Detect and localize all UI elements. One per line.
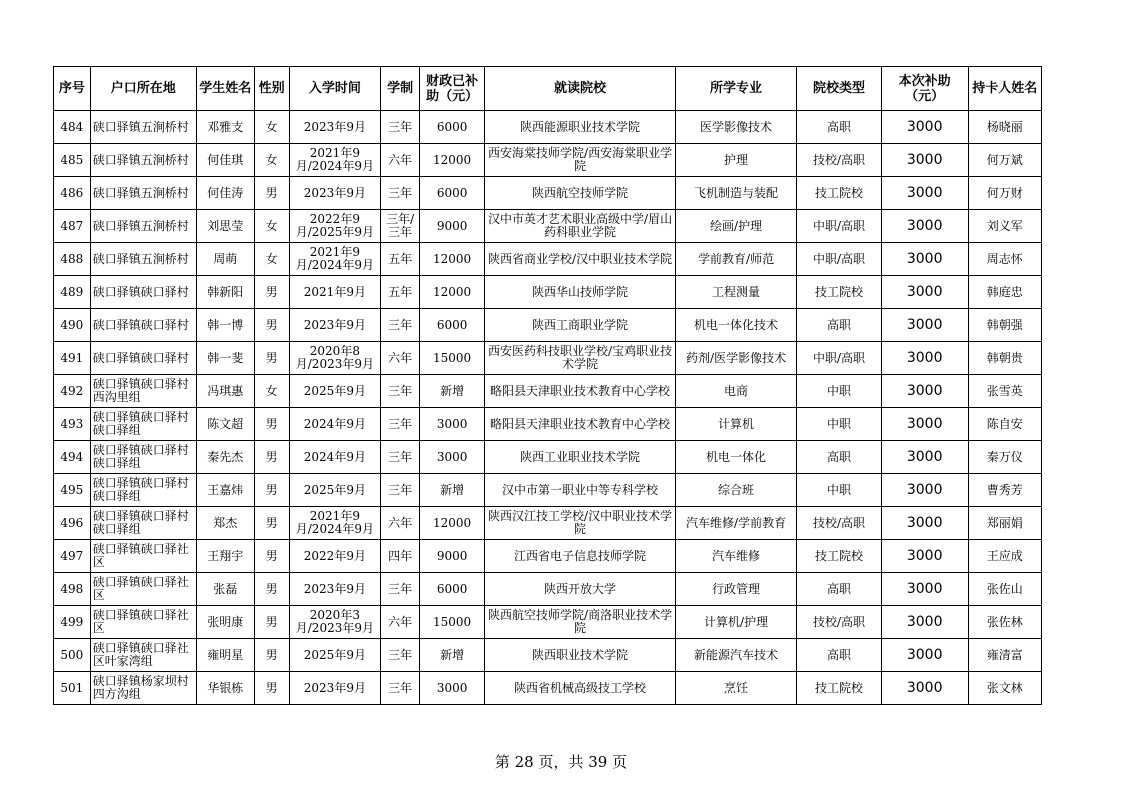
- cell-residence: 硖口驿镇硖口驿村西沟里组: [90, 375, 196, 408]
- cell-student-name: 韩新阳: [196, 276, 254, 309]
- cell-current-subsidy: 3000: [881, 672, 968, 705]
- cell-major: 新能源汽车技术: [675, 639, 796, 672]
- cell-school: 略阳县天津职业技术教育中心学校: [485, 375, 676, 408]
- cell-school-type: 中职: [797, 375, 882, 408]
- cell-residence: 硖口驿镇硖口驿社区叶家湾组: [90, 639, 196, 672]
- cell-cardholder: 郑丽娟: [968, 507, 1042, 540]
- cell-school: 汉中市第一职业中等专科学校: [485, 474, 676, 507]
- cell-enroll-date: 2021年9月: [289, 276, 381, 309]
- table-row: [54, 342, 1042, 375]
- cell-enroll-date: 2024年9月: [289, 408, 381, 441]
- page-footer: 第 28 页，共 39 页: [494, 753, 628, 771]
- cell-current-subsidy: 3000: [881, 639, 968, 672]
- cell-enroll-date: 2021年9月/2024年9月: [289, 243, 381, 276]
- cell-major: 汽车维修: [675, 540, 796, 573]
- cell-enroll-date: 2022年9月: [289, 540, 381, 573]
- cell-index: 488: [54, 243, 91, 276]
- cell-current-subsidy: 3000: [881, 144, 968, 177]
- cell-index: 499: [54, 606, 91, 639]
- cell-index: 495: [54, 474, 91, 507]
- cell-index: 485: [54, 144, 91, 177]
- cell-major: 学前教育/师范: [675, 243, 796, 276]
- cell-gender: 女: [254, 144, 289, 177]
- cell-cardholder: 秦万仪: [968, 441, 1042, 474]
- cell-cardholder: 曹秀芳: [968, 474, 1042, 507]
- cell-major: 药剂/医学影像技术: [675, 342, 796, 375]
- cell-duration: 三年: [381, 474, 420, 507]
- cell-index: 486: [54, 177, 91, 210]
- cell-residence: 硖口驿镇硖口驿村硖口驿组: [90, 408, 196, 441]
- table-row: [54, 441, 1042, 474]
- cell-residence: 硖口驿镇五涧桥村: [90, 210, 196, 243]
- cell-residence: 硖口驿镇硖口驿社区: [90, 606, 196, 639]
- cell-enroll-date: 2023年9月: [289, 573, 381, 606]
- table-row: [54, 540, 1042, 573]
- cell-index: 496: [54, 507, 91, 540]
- cell-subsidized: 3000: [419, 441, 484, 474]
- cell-current-subsidy: 3000: [881, 342, 968, 375]
- cell-cardholder: 刘义军: [968, 210, 1042, 243]
- cell-enroll-date: 2025年9月: [289, 639, 381, 672]
- cell-student-name: 张明康: [196, 606, 254, 639]
- cell-gender: 男: [254, 573, 289, 606]
- cell-cardholder: 张雪英: [968, 375, 1042, 408]
- cell-major: 医学影像技术: [675, 111, 796, 144]
- cell-current-subsidy: 3000: [881, 507, 968, 540]
- table-body: [54, 111, 1042, 705]
- cell-cardholder: 何万财: [968, 177, 1042, 210]
- cell-gender: 女: [254, 210, 289, 243]
- cell-school: 西安医药科技职业学校/宝鸡职业技术学院: [485, 342, 676, 375]
- cell-residence: 硖口驿镇五涧桥村: [90, 243, 196, 276]
- cell-enroll-date: 2023年9月: [289, 111, 381, 144]
- table-row: [54, 210, 1042, 243]
- cell-student-name: 冯琪惠: [196, 375, 254, 408]
- cell-residence: 硖口驿镇硖口驿村: [90, 342, 196, 375]
- cell-residence: 硖口驿镇硖口驿村: [90, 309, 196, 342]
- col-header-school: 就读院校: [485, 67, 676, 111]
- cell-major: 工程测量: [675, 276, 796, 309]
- table-row: [54, 309, 1042, 342]
- cell-student-name: 周萌: [196, 243, 254, 276]
- cell-school: 陕西工商职业学院: [485, 309, 676, 342]
- cell-subsidized: 12000: [419, 243, 484, 276]
- cell-residence: 硖口驿镇杨家坝村四方沟组: [90, 672, 196, 705]
- cell-current-subsidy: 3000: [881, 408, 968, 441]
- cell-current-subsidy: 3000: [881, 606, 968, 639]
- cell-enroll-date: 2021年9月/2024年9月: [289, 144, 381, 177]
- cell-duration: 五年: [381, 276, 420, 309]
- cell-school-type: 中职: [797, 474, 882, 507]
- cell-cardholder: 陈自安: [968, 408, 1042, 441]
- table-row: [54, 408, 1042, 441]
- cell-residence: 硖口驿镇五涧桥村: [90, 177, 196, 210]
- cell-school: 陕西职业技术学院: [485, 639, 676, 672]
- cell-school: 略阳县天津职业技术教育中心学校: [485, 408, 676, 441]
- cell-gender: 男: [254, 672, 289, 705]
- col-header-subsidized: 财政已补助（元）: [419, 67, 484, 111]
- header-row: [54, 67, 1042, 111]
- cell-school-type: 高职: [797, 573, 882, 606]
- cell-school: 西安海棠技师学院/西安海棠职业学院: [485, 144, 676, 177]
- cell-current-subsidy: 3000: [881, 177, 968, 210]
- cell-residence: 硖口驿镇硖口驿村硖口驿组: [90, 474, 196, 507]
- table-row: [54, 111, 1042, 144]
- cell-residence: 硖口驿镇硖口驿村硖口驿组: [90, 507, 196, 540]
- cell-duration: 三年: [381, 111, 420, 144]
- cell-duration: 六年: [381, 342, 420, 375]
- cell-gender: 女: [254, 375, 289, 408]
- cell-school: 陕西开放大学: [485, 573, 676, 606]
- cell-subsidized: 6000: [419, 573, 484, 606]
- cell-school: 汉中市英才艺术职业高级中学/眉山药科职业学院: [485, 210, 676, 243]
- cell-student-name: 秦先杰: [196, 441, 254, 474]
- cell-residence: 硖口驿镇硖口驿村: [90, 276, 196, 309]
- cell-subsidized: 15000: [419, 606, 484, 639]
- cell-subsidized: 3000: [419, 672, 484, 705]
- cell-student-name: 王嘉炜: [196, 474, 254, 507]
- cell-gender: 男: [254, 441, 289, 474]
- table-row: [54, 573, 1042, 606]
- cell-subsidized: 9000: [419, 210, 484, 243]
- cell-current-subsidy: 3000: [881, 540, 968, 573]
- cell-school-type: 技校/高职: [797, 606, 882, 639]
- cell-major: 烹饪: [675, 672, 796, 705]
- cell-school-type: 技校/高职: [797, 144, 882, 177]
- cell-duration: 四年: [381, 540, 420, 573]
- cell-school: 陕西工业职业技术学院: [485, 441, 676, 474]
- cell-student-name: 陈文超: [196, 408, 254, 441]
- cell-student-name: 韩一斐: [196, 342, 254, 375]
- col-header-gender: 性别: [254, 67, 289, 111]
- cell-current-subsidy: 3000: [881, 474, 968, 507]
- cell-cardholder: 张文林: [968, 672, 1042, 705]
- cell-school-type: 技工院校: [797, 540, 882, 573]
- cell-duration: 六年: [381, 144, 420, 177]
- cell-duration: 三年: [381, 573, 420, 606]
- cell-enroll-date: 2025年9月: [289, 474, 381, 507]
- cell-major: 行政管理: [675, 573, 796, 606]
- cell-current-subsidy: 3000: [881, 441, 968, 474]
- cell-student-name: 韩一博: [196, 309, 254, 342]
- cell-major: 护理: [675, 144, 796, 177]
- cell-index: 484: [54, 111, 91, 144]
- col-header-enroll-date: 入学时间: [289, 67, 381, 111]
- cell-duration: 三年: [381, 177, 420, 210]
- cell-school-type: 技校/高职: [797, 507, 882, 540]
- cell-duration: 三年/三年: [381, 210, 420, 243]
- cell-student-name: 王翔宇: [196, 540, 254, 573]
- cell-index: 494: [54, 441, 91, 474]
- cell-current-subsidy: 3000: [881, 573, 968, 606]
- cell-current-subsidy: 3000: [881, 375, 968, 408]
- cell-student-name: 雍明星: [196, 639, 254, 672]
- cell-index: 497: [54, 540, 91, 573]
- cell-subsidized: 6000: [419, 111, 484, 144]
- cell-index: 492: [54, 375, 91, 408]
- cell-enroll-date: 2022年9月/2025年9月: [289, 210, 381, 243]
- cell-cardholder: 王应成: [968, 540, 1042, 573]
- cell-index: 490: [54, 309, 91, 342]
- cell-enroll-date: 2023年9月: [289, 309, 381, 342]
- cell-current-subsidy: 3000: [881, 111, 968, 144]
- col-header-current-subsidy: 本次补助（元）: [881, 67, 968, 111]
- table-row: [54, 639, 1042, 672]
- cell-current-subsidy: 3000: [881, 210, 968, 243]
- cell-enroll-date: 2024年9月: [289, 441, 381, 474]
- cell-residence: 硖口驿镇硖口驿村硖口驿组: [90, 441, 196, 474]
- cell-gender: 男: [254, 342, 289, 375]
- col-header-school-type: 院校类型: [797, 67, 882, 111]
- cell-major: 飞机制造与装配: [675, 177, 796, 210]
- cell-school-type: 高职: [797, 639, 882, 672]
- cell-major: 计算机: [675, 408, 796, 441]
- cell-index: 489: [54, 276, 91, 309]
- cell-major: 机电一体化技术: [675, 309, 796, 342]
- cell-school: 陕西航空技师学院/商洛职业技术学院: [485, 606, 676, 639]
- table-row: [54, 177, 1042, 210]
- cell-index: 498: [54, 573, 91, 606]
- cell-student-name: 张磊: [196, 573, 254, 606]
- col-header-major: 所学专业: [675, 67, 796, 111]
- table-row: [54, 375, 1042, 408]
- cell-student-name: 何佳琪: [196, 144, 254, 177]
- cell-subsidized: 12000: [419, 507, 484, 540]
- cell-cardholder: 雍清富: [968, 639, 1042, 672]
- cell-subsidized: 新增: [419, 375, 484, 408]
- cell-enroll-date: 2023年9月: [289, 177, 381, 210]
- cell-cardholder: 韩朝强: [968, 309, 1042, 342]
- cell-student-name: 华银栋: [196, 672, 254, 705]
- cell-major: 汽车维修/学前教育: [675, 507, 796, 540]
- cell-school-type: 高职: [797, 441, 882, 474]
- cell-gender: 男: [254, 408, 289, 441]
- col-header-cardholder: 持卡人姓名: [968, 67, 1042, 111]
- cell-gender: 男: [254, 177, 289, 210]
- cell-duration: 六年: [381, 507, 420, 540]
- table-row: [54, 606, 1042, 639]
- col-header-student-name: 学生姓名: [196, 67, 254, 111]
- cell-student-name: 何佳涛: [196, 177, 254, 210]
- cell-gender: 男: [254, 606, 289, 639]
- table-row: [54, 144, 1042, 177]
- cell-school: 陕西能源职业技术学院: [485, 111, 676, 144]
- cell-school: 江西省电子信息技师学院: [485, 540, 676, 573]
- cell-school-type: 技工院校: [797, 177, 882, 210]
- cell-cardholder: 周志怀: [968, 243, 1042, 276]
- cell-residence: 硖口驿镇五涧桥村: [90, 144, 196, 177]
- cell-school: 陕西汉江技工学校/汉中职业技术学院: [485, 507, 676, 540]
- cell-major: 机电一体化: [675, 441, 796, 474]
- col-header-duration: 学制: [381, 67, 420, 111]
- cell-cardholder: 何万斌: [968, 144, 1042, 177]
- cell-cardholder: 韩朝贵: [968, 342, 1042, 375]
- col-header-residence: 户口所在地: [90, 67, 196, 111]
- cell-cardholder: 张佐山: [968, 573, 1042, 606]
- cell-cardholder: 杨晓丽: [968, 111, 1042, 144]
- cell-duration: 三年: [381, 672, 420, 705]
- cell-subsidized: 6000: [419, 309, 484, 342]
- cell-student-name: 刘思莹: [196, 210, 254, 243]
- cell-school-type: 高职: [797, 111, 882, 144]
- cell-major: 电商: [675, 375, 796, 408]
- cell-school: 陕西省机械高级技工学校: [485, 672, 676, 705]
- cell-gender: 男: [254, 276, 289, 309]
- cell-gender: 男: [254, 507, 289, 540]
- cell-duration: 三年: [381, 309, 420, 342]
- cell-duration: 三年: [381, 441, 420, 474]
- cell-residence: 硖口驿镇硖口驿社区: [90, 573, 196, 606]
- cell-gender: 女: [254, 111, 289, 144]
- cell-duration: 六年: [381, 606, 420, 639]
- cell-enroll-date: 2023年9月: [289, 672, 381, 705]
- cell-duration: 三年: [381, 408, 420, 441]
- cell-major: 绘画/护理: [675, 210, 796, 243]
- cell-index: 500: [54, 639, 91, 672]
- cell-residence: 硖口驿镇五涧桥村: [90, 111, 196, 144]
- cell-cardholder: 韩庭忠: [968, 276, 1042, 309]
- cell-index: 493: [54, 408, 91, 441]
- cell-subsidized: 3000: [419, 408, 484, 441]
- cell-school-type: 高职: [797, 309, 882, 342]
- cell-gender: 男: [254, 474, 289, 507]
- cell-duration: 五年: [381, 243, 420, 276]
- cell-school-type: 技工院校: [797, 276, 882, 309]
- cell-current-subsidy: 3000: [881, 309, 968, 342]
- cell-subsidized: 12000: [419, 144, 484, 177]
- cell-duration: 三年: [381, 639, 420, 672]
- table-row: [54, 474, 1042, 507]
- cell-gender: 女: [254, 243, 289, 276]
- cell-school-type: 中职/高职: [797, 210, 882, 243]
- cell-school-type: 中职/高职: [797, 342, 882, 375]
- cell-residence: 硖口驿镇硖口驿社区: [90, 540, 196, 573]
- cell-school-type: 技工院校: [797, 672, 882, 705]
- table-row: [54, 243, 1042, 276]
- col-header-index: 序号: [54, 67, 91, 111]
- cell-index: 501: [54, 672, 91, 705]
- cell-gender: 男: [254, 639, 289, 672]
- cell-index: 487: [54, 210, 91, 243]
- cell-school: 陕西省商业学校/汉中职业技术学院: [485, 243, 676, 276]
- cell-subsidized: 12000: [419, 276, 484, 309]
- cell-duration: 三年: [381, 375, 420, 408]
- cell-school-type: 中职/高职: [797, 243, 882, 276]
- cell-enroll-date: 2025年9月: [289, 375, 381, 408]
- cell-school: 陕西航空技师学院: [485, 177, 676, 210]
- table-row: [54, 276, 1042, 309]
- table-row: [54, 672, 1042, 705]
- cell-index: 491: [54, 342, 91, 375]
- cell-subsidized: 6000: [419, 177, 484, 210]
- cell-major: 综合班: [675, 474, 796, 507]
- subsidy-table: [53, 66, 1042, 705]
- cell-student-name: 邓雅支: [196, 111, 254, 144]
- cell-current-subsidy: 3000: [881, 276, 968, 309]
- cell-school: 陕西华山技师学院: [485, 276, 676, 309]
- cell-enroll-date: 2020年8月/2023年9月: [289, 342, 381, 375]
- cell-enroll-date: 2020年3月/2023年9月: [289, 606, 381, 639]
- cell-subsidized: 新增: [419, 639, 484, 672]
- cell-gender: 男: [254, 309, 289, 342]
- cell-subsidized: 新增: [419, 474, 484, 507]
- cell-cardholder: 张佐林: [968, 606, 1042, 639]
- cell-gender: 男: [254, 540, 289, 573]
- cell-subsidized: 15000: [419, 342, 484, 375]
- cell-subsidized: 9000: [419, 540, 484, 573]
- cell-current-subsidy: 3000: [881, 243, 968, 276]
- table-row: [54, 507, 1042, 540]
- cell-school-type: 中职: [797, 408, 882, 441]
- cell-student-name: 郑杰: [196, 507, 254, 540]
- cell-enroll-date: 2021年9月/2024年9月: [289, 507, 381, 540]
- cell-major: 计算机/护理: [675, 606, 796, 639]
